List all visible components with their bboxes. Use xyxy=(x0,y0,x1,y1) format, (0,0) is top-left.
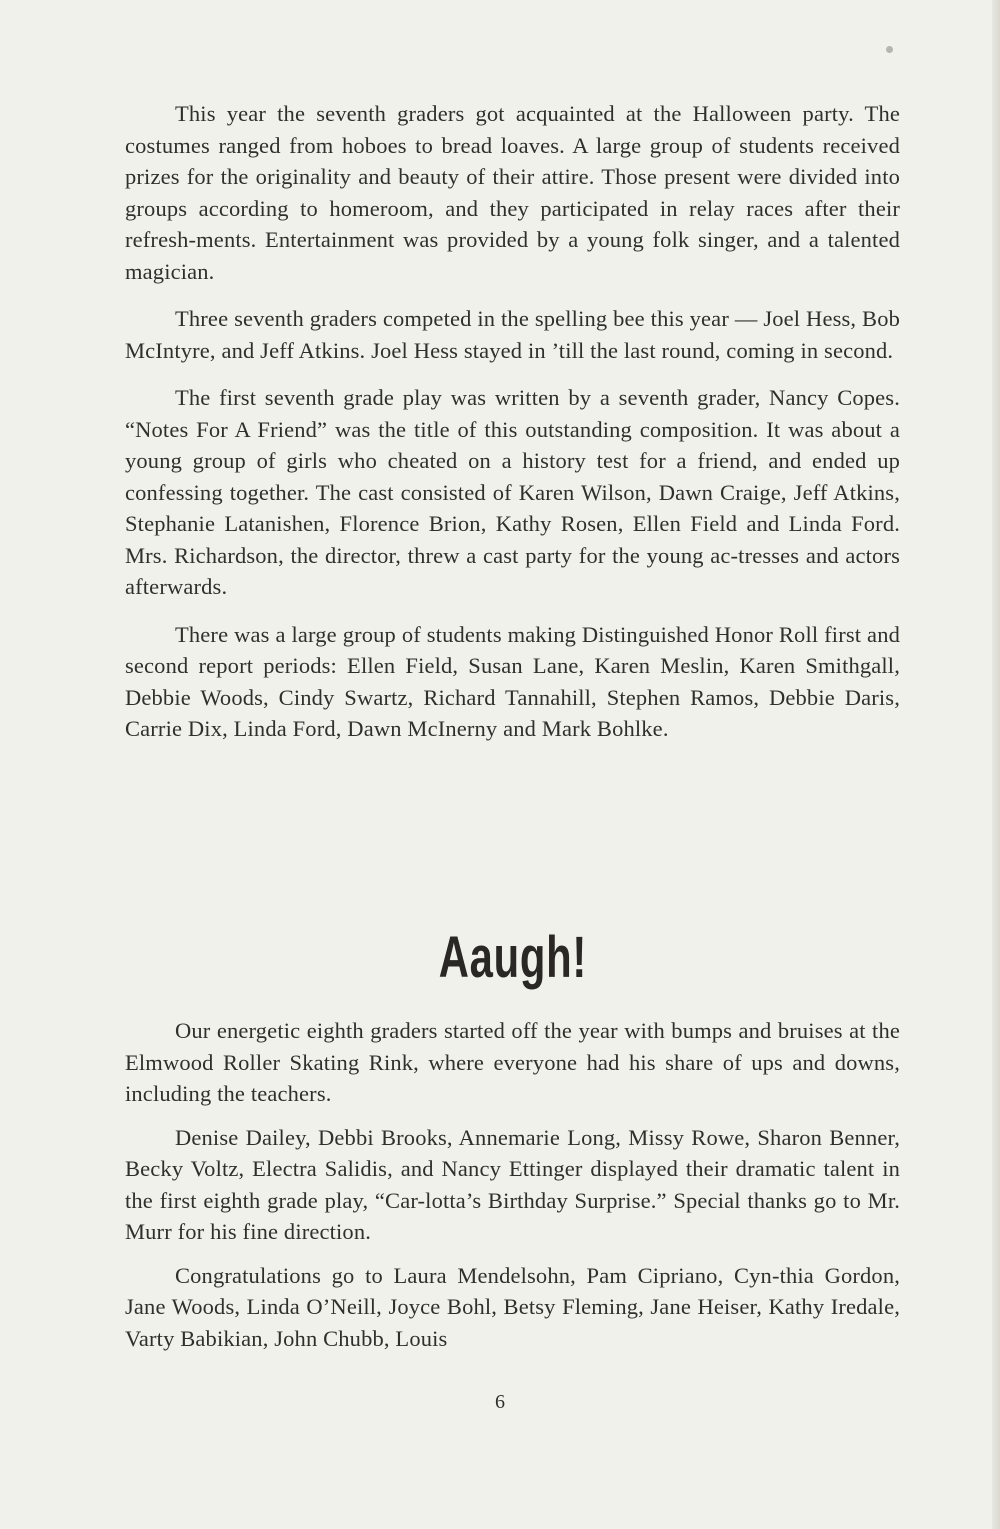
page-edge-shadow xyxy=(992,0,1000,1529)
paragraph-roller-skating: Our energetic eighth graders started off the year with bumps and bruises at the Elmwood Roller Skating Rink, where everyone had his share of ups and downs, including the teachers. xyxy=(125,1018,900,1106)
paragraph-honor-roll: There was a large group of students making Distinguished Honor Roll first and second report periods: Ellen Field, Susan Lane, Karen Meslin, Karen Smithgall, Debbie Woods, Cindy Swartz, Richard Tannahill, Stephen Ramos, Debbie Daris, Carrie Dix, Linda Ford, Dawn McInerny and Mark Bohlke. xyxy=(125,621,900,741)
paragraph-halloween-party: This year the seventh graders got acquainted at the Halloween party. The costumes ranged from hoboes to bread loaves. A large group of students received prizes for the originality and beauty of their attire. Those present were divided into groups according to homeroom, and they participated in relay races after their refresh-ments. Entertainment was provided by a young folk singer, and a talented magician. xyxy=(125,101,900,284)
page-number: 6 xyxy=(495,1391,505,1413)
paragraph-spelling-bee: Three seventh graders competed in the spelling bee this year — Joel Hess, Bob McIntyre, and Jeff Atkins. Joel Hess stayed in ’till the last round, coming in second. xyxy=(125,306,900,363)
eighth-grade-section xyxy=(125,1015,900,1354)
paragraph-congratulations: Congratulations go to Laura Mendelsohn, Pam Cipriano, Cyn-thia Gordon, Jane Woods, Linda O’Neill, Joyce Bohl, Betsy Fleming, Jane Heiser, Kathy Iredale, Varty Babikian, John Chubb, Louis xyxy=(125,1262,900,1351)
section-heading-wrap xyxy=(125,918,900,998)
section-heading: Aaugh! xyxy=(438,925,587,990)
paragraph-seventh-grade-play: The first seventh grade play was written by a seventh grader, Nancy Copes. “Notes For A Friend” was the title of this outstanding composition. It was about a young group of girls who cheated on a history test for a friend, and ended up confessing together. The cast consisted of Karen Wilson, Dawn Craige, Jeff Atkins, Stephanie Latanishen, Florence Brion, Kathy Rosen, Ellen Field and Linda Ford. Mrs. Richardson, the director, threw a cast party for the young ac-tresses and actors afterwards. xyxy=(125,385,900,599)
seventh-grade-section xyxy=(125,98,900,745)
paper-speck xyxy=(886,46,893,53)
paragraph-eighth-grade-play: Denise Dailey, Debbi Brooks, Annemarie Long, Missy Rowe, Sharon Benner, Becky Voltz, Electra Salidis, and Nancy Ettinger displayed their dramatic talent in the first eighth grade play, “Car-lotta’s Birthday Surprise.” Special thanks go to Mr. Murr for his fine direction. xyxy=(125,1124,900,1244)
